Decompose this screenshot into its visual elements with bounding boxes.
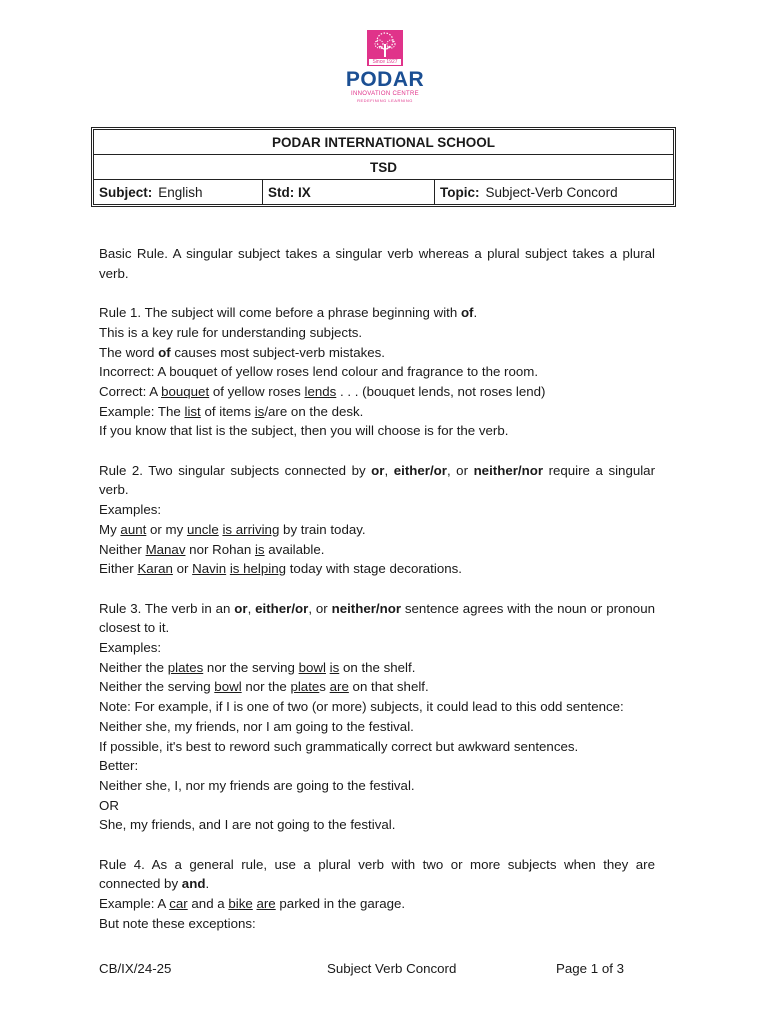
header-table — [91, 127, 676, 207]
school-name: PODAR INTERNATIONAL SCHOOL — [94, 130, 673, 155]
rule3-example: Neither the serving bowl nor the plates are on that shelf. — [99, 679, 429, 695]
rule2-examples-label: Examples: — [99, 502, 162, 518]
rule3-line: If possible, it's best to reword such grammatically correct but awkward sentences. — [99, 738, 579, 754]
rule4-example: Example: A car and a bike are parked in the garage. — [99, 896, 406, 912]
logo-tagline: REDEFINING LEARNING — [357, 98, 413, 103]
rule2-heading: Rule 2. Two singular subjects connected by or, either/or, or neither/nor require a singular verb. — [99, 462, 656, 498]
tree-logo-icon — [367, 30, 403, 66]
rule3-heading: Rule 3. The verb in an or, either/or, or neither/nor sentence agrees with the noun or pronoun closest to it. — [99, 600, 655, 636]
logo-subtitle: INNOVATION CENTRE — [351, 91, 419, 97]
rule1-line: The word of causes most subject-verb mistakes. — [99, 344, 385, 360]
std-cell — [263, 180, 435, 204]
rule3-or-label: OR — [99, 797, 119, 813]
topic-label: Topic: — [440, 184, 480, 200]
rule3-example: Neither the plates nor the serving bowl is on the shelf. — [99, 659, 416, 675]
footer-page-number: Page 1 of 3 — [556, 961, 625, 976]
footer-title: Subject Verb Concord — [327, 961, 457, 976]
rule2-example: Either Karan or Navin is helping today with stage decorations. — [99, 561, 462, 577]
subject-label: Subject: — [99, 184, 153, 200]
footer-code: CB/IX/24-25 — [99, 961, 172, 976]
rule3-line: She, my friends, and I are not going to the festival. — [99, 817, 396, 833]
rule1-incorrect: Incorrect: A bouquet of yellow roses lend colour and fragrance to the room. — [99, 364, 539, 380]
rule4-exceptions: But note these exceptions: — [99, 915, 256, 931]
rule3-note: Note: For example, if I is one of two (or more) subjects, it could lead to this odd sentence: — [99, 699, 624, 715]
rule1-line: If you know that list is the subject, then you will choose is for the verb. — [99, 423, 509, 439]
rule3-better-label: Better: — [99, 758, 139, 774]
rule3-line: Neither she, my friends, nor I am going to the festival. — [99, 718, 414, 734]
rule1-heading: Rule 1. The subject will come before a phrase beginning with of. — [99, 305, 478, 321]
basic-rule: Basic Rule. A singular subject takes a singular verb whereas a plural subject takes a plural verb. — [99, 246, 655, 281]
rule3-line: Neither she, I, nor my friends are going to the festival. — [99, 777, 415, 793]
document-body — [99, 244, 655, 934]
std-label: Std: IX — [268, 184, 311, 200]
header-info-row — [94, 180, 673, 204]
rule1-line: This is a key rule for understanding subjects. — [99, 324, 363, 340]
logo-since: Since 1927 — [369, 59, 401, 65]
rule1-correct: Correct: A bouquet of yellow roses lends . . . (bouquet lends, not roses lend) — [99, 383, 546, 399]
rule2-example: My aunt or my uncle is arriving by train today. — [99, 521, 366, 537]
page-footer — [0, 961, 768, 981]
rule3-examples-label: Examples: — [99, 640, 162, 656]
document-code: TSD — [94, 155, 673, 180]
topic-value: Subject-Verb Concord — [485, 184, 618, 200]
rule2-example: Neither Manav nor Rohan is available. — [99, 541, 325, 557]
subject-cell — [94, 180, 263, 204]
rule1-example: Example: The list of items is/are on the desk. — [99, 403, 364, 419]
school-logo — [337, 30, 433, 104]
topic-cell — [435, 180, 673, 204]
rule4-heading: Rule 4. As a general rule, use a plural verb with two or more subjects when they are connected by and. — [99, 856, 655, 892]
subject-value: English — [158, 184, 203, 200]
logo-name: PODAR — [345, 68, 425, 91]
